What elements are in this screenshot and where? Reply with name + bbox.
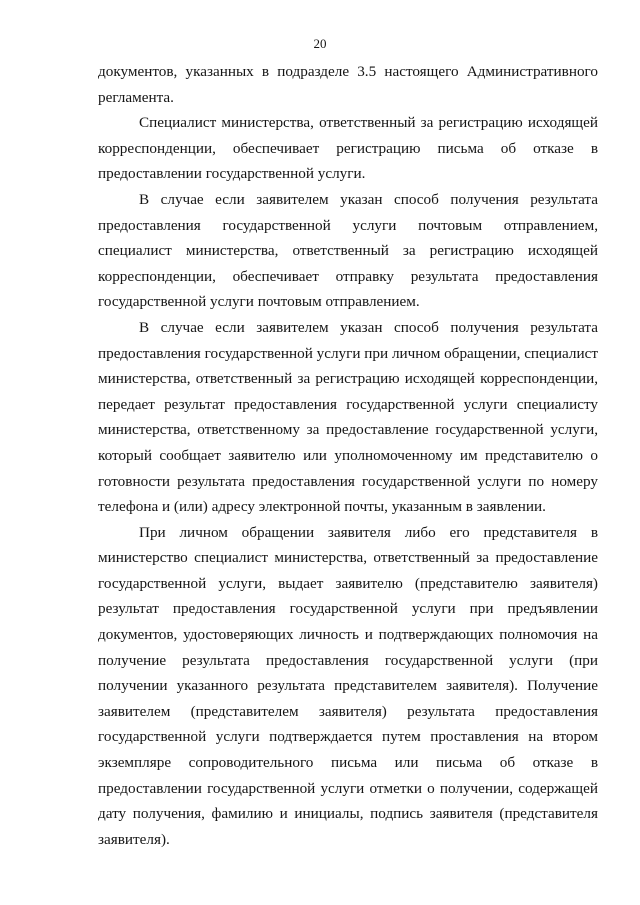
paragraph-issuance: При личном обращении заявителя либо его представителя в министерство специалист министерства, ответственный за предоставление государственной услуги, выдает заявителю (представителю заявителя) результат предоставления государственной услуги при предъявлении документов, удостоверяющих личность и подтверждающих полномочия на получение результата предоставления государственной услуги (при получении указанного результата представителем заявителя). Получение заявителем (представителем заявителя) результата предоставления государственной услуги подтверждается путем проставления на втором экземпляре сопроводительного письма или письма об отказе в предоставлении государственной услуги отметки о получении, содержащей дату получения, фамилию и инициалы, подпись заявителя (представителя заявителя). [98, 523, 598, 848]
document-body [98, 59, 598, 852]
paragraph-postal-delivery: В случае если заявителем указан способ получения результата предоставления государственной услуги почтовым отправлением, специалист министерства, ответственный за регистрацию исходящей корреспонденции, обеспечивает отправку результата предоставления государственной услуги почтовым отправлением. [98, 190, 598, 311]
paragraph-personal-request: В случае если заявителем указан способ получения результата предоставления государственной услуги при личном обращении, специалист министерства, ответственный за регистрацию исходящей корреспонденции, передает результат предоставления государственной услуги специалисту министерства, ответственному за предоставление государственной услуги, который сообщает заявителю или уполномоченному им представителю о готовности результата предоставления государственной услуги по номеру телефона и (или) адресу электронной почты, указанным в заявлении. [98, 318, 599, 516]
paragraph-continuation: документов, указанных в подразделе 3.5 настоящего Административного регламента. [98, 63, 598, 106]
page-number: 20 [313, 36, 327, 51]
paragraph-registration: Специалист министерства, ответственный за регистрацию исходящей корреспонденции, обеспечивает регистрацию письма об отказе в предоставлении государственной услуги. [98, 114, 598, 183]
